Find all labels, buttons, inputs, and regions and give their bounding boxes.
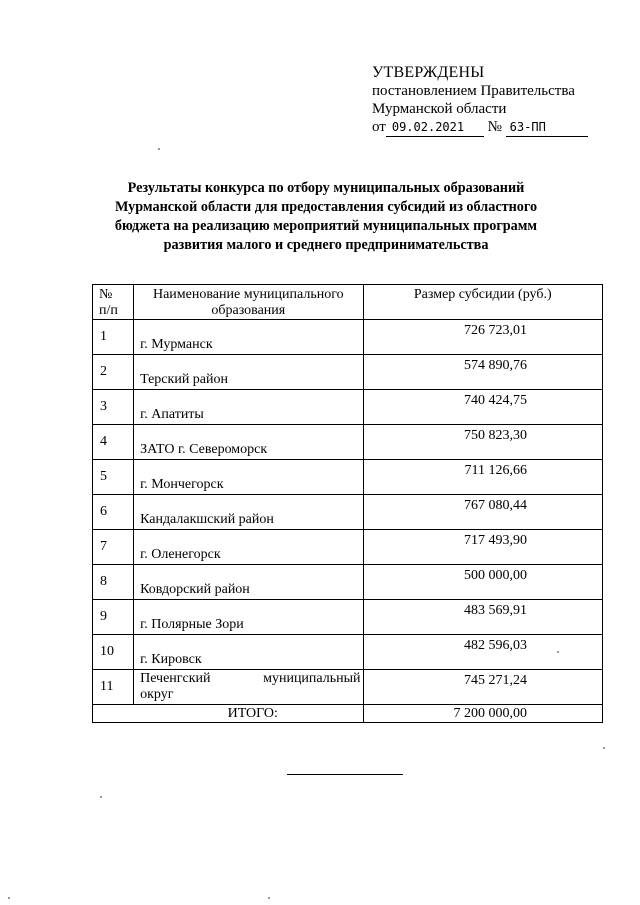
scan-speck (100, 796, 102, 798)
row-name: Ковдорский район (134, 565, 363, 600)
row-amount: 726 723,01 (363, 320, 602, 355)
row-name: Кандалакшский район (134, 495, 363, 530)
title-line: Результаты конкурса по отбору муниципальных образований (127, 180, 525, 196)
row-name-word: муниципальный (263, 671, 361, 686)
row-amount: 717 493,90 (363, 530, 602, 565)
row-num: 7 (93, 530, 134, 565)
header-amount-text: Размер субсидии (руб.) (413, 287, 552, 302)
number-prefix: № (487, 119, 502, 135)
header-num-line1: № (99, 287, 113, 302)
table-row (93, 635, 603, 670)
row-amount: 574 890,76 (363, 355, 602, 390)
row-amount: 482 596,03 (363, 635, 602, 670)
row-amount: 500 000,00 (363, 565, 602, 600)
approval-number: 63-ПП (506, 118, 588, 137)
title-line: Мурманской области для предоставления субсидий из областного (114, 199, 538, 215)
scan-speck (8, 897, 10, 899)
approval-line-2: Мурманской области (372, 101, 507, 117)
table-row (93, 495, 603, 530)
document-title (100, 179, 552, 255)
header-name-line1: Наименование муниципального (152, 287, 344, 302)
closing-line (287, 774, 403, 775)
table-row (93, 425, 603, 460)
row-name-line2: округ (140, 687, 174, 702)
total-label: ИТОГО: (93, 705, 364, 723)
row-num: 8 (93, 565, 134, 600)
results-table (92, 284, 603, 723)
row-amount: 767 080,44 (363, 495, 602, 530)
table-row (93, 600, 603, 635)
row-amount: 745 271,24 (363, 670, 602, 705)
scan-speck (603, 747, 605, 749)
title-line: бюджета на реализацию мероприятий муниципальных программ (114, 218, 538, 234)
row-amount: 750 823,30 (363, 425, 602, 460)
row-name: г. Апатиты (134, 390, 363, 425)
table-row (93, 390, 603, 425)
approval-date-line (372, 118, 612, 137)
row-num: 10 (93, 635, 134, 670)
row-num: 1 (93, 320, 134, 355)
row-num: 9 (93, 600, 134, 635)
row-name-line1 (140, 671, 360, 687)
header-name (134, 285, 363, 320)
scan-speck (268, 897, 270, 899)
scan-speck (158, 148, 160, 150)
date-prefix: от (372, 119, 386, 135)
table-row (93, 320, 603, 355)
row-name: ЗАТО г. Североморск (134, 425, 363, 460)
approval-line-1: постановлением Правительства (372, 83, 575, 99)
row-name: г. Мончегорск (134, 460, 363, 495)
total-amount: 7 200 000,00 (363, 705, 602, 723)
row-num: 6 (93, 495, 134, 530)
table-row (93, 530, 603, 565)
row-name: г. Мурманск (134, 320, 363, 355)
row-name (134, 670, 363, 705)
row-amount: 711 126,66 (363, 460, 602, 495)
row-amount: 483 569,91 (363, 600, 602, 635)
row-num: 5 (93, 460, 134, 495)
row-num: 4 (93, 425, 134, 460)
table-row (93, 355, 603, 390)
table-row (93, 670, 603, 705)
table-row (93, 565, 603, 600)
row-num: 2 (93, 355, 134, 390)
row-name: г. Полярные Зори (134, 600, 363, 635)
row-name-word: Печенгский (140, 671, 211, 686)
approval-block (372, 64, 612, 137)
title-line: развития малого и среднего предпринимательства (163, 237, 489, 253)
header-num (93, 285, 134, 320)
header-num-line2: п/п (99, 303, 118, 318)
approval-date: 09.02.2021 (386, 118, 484, 137)
row-amount: 740 424,75 (363, 390, 602, 425)
total-row (93, 705, 603, 723)
scan-speck (557, 651, 559, 653)
row-num: 11 (93, 670, 134, 705)
header-name-line2: образования (211, 303, 286, 318)
row-name: Терский район (134, 355, 363, 390)
header-amount (363, 285, 602, 320)
table-header-row (93, 285, 603, 320)
approval-heading: УТВЕРЖДЕНЫ (372, 64, 485, 81)
row-name: г. Кировск (134, 635, 363, 670)
table-row (93, 460, 603, 495)
row-name: г. Оленегорск (134, 530, 363, 565)
row-num: 3 (93, 390, 134, 425)
